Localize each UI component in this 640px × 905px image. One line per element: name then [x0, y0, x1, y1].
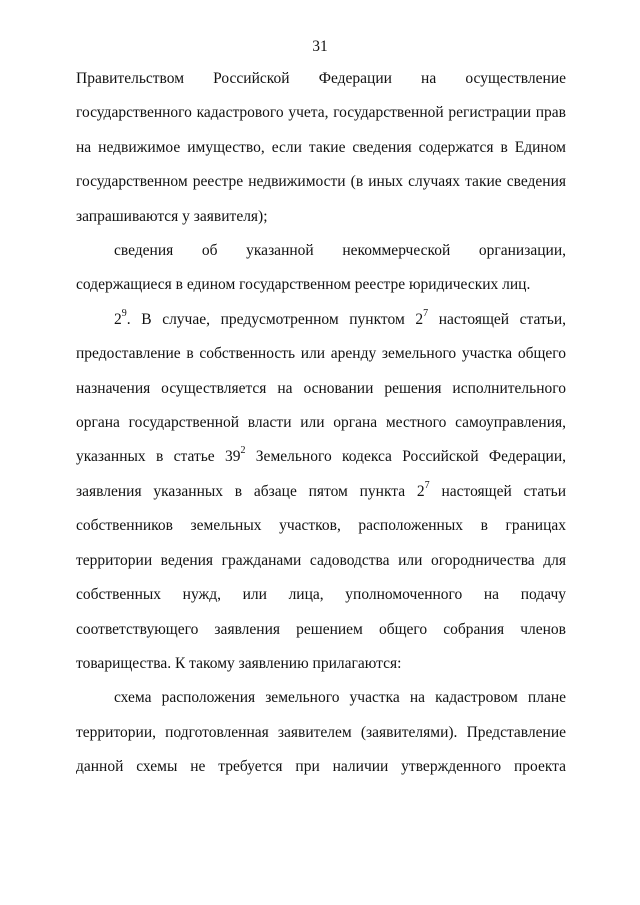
paragraph-4: схема расположения земельного участка на кадастровом плане территории, подготовленная заявителем (заявителями). Представление данной схемы не требуется при наличии утвержденного проекта [76, 689, 566, 776]
page-number: 31 [312, 38, 328, 55]
paragraph-3-text: настоящей статьи собственников земельных участков, расположенных в границах территории ведения гражданами садоводства или огородничества для собственных нужд, или лица, уполномоченного на подачу соответствующего заявления решением общего собрания членов товарищества. К такому заявлению прилагаются: [76, 482, 566, 672]
paragraph-3 [76, 303, 566, 681]
paragraph-3-text: 2 [114, 310, 122, 328]
paragraph-2: сведения об указанной некоммерческой организации, содержащиеся в едином государственном реестре юридических лиц. [76, 242, 566, 294]
paragraph-3-text: настоящей статьи, предоставление в собственность или аренду земельного участка общего назначения осуществляется на основании решения исполнительного органа государственной власти или органа местного самоуправления, указанных в статье 39 [76, 310, 567, 466]
superscript-7: 7 [423, 307, 429, 319]
paragraph-3-text: Земельного кодекса Российской Федерации, заявления указанных в абзаце пятом пункта 2 [76, 448, 566, 500]
paragraph-1: Правительством Российской Федерации на осуществление государственного кадастрового учета, государственной регистрации прав на недвижимое имущество, если такие сведения содержатся в Едином государственном реестре недвижимости (в иных случаях такие сведения запрашиваются у заявителя); [76, 70, 566, 225]
paragraph-3-text: . В случае, предусмотренном пунктом 2 [126, 310, 424, 328]
superscript-2: 2 [240, 445, 246, 457]
superscript-7: 7 [424, 479, 430, 491]
document-body [76, 62, 566, 785]
superscript-9: 9 [121, 307, 127, 319]
